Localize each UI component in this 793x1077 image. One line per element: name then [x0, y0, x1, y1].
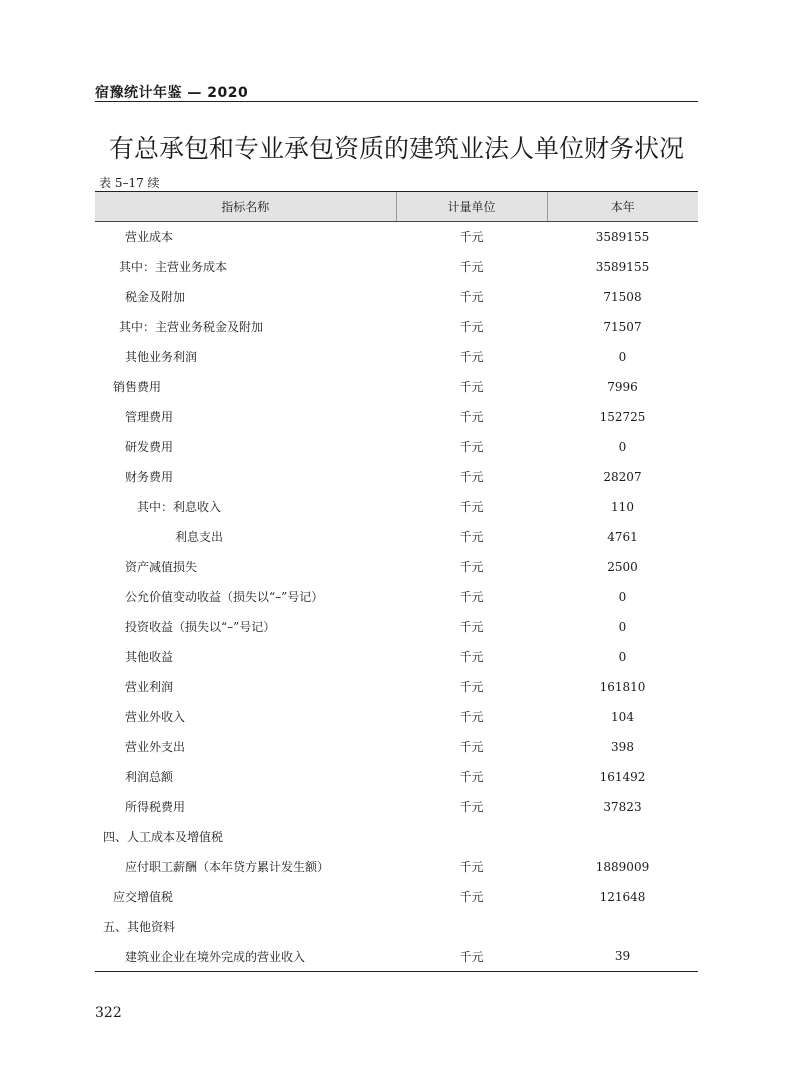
column-header-unit: 计量单位 — [396, 192, 547, 222]
row-unit: 千元 — [459, 530, 484, 544]
table-row — [95, 372, 698, 402]
row-unit: 千元 — [459, 230, 484, 245]
table-row — [95, 882, 698, 912]
row-indicator-name: 公允价值变动收益（损失以“–”号记） — [125, 590, 324, 604]
row-indicator-name: 其他业务利润 — [125, 350, 198, 364]
row-value: 161810 — [599, 679, 646, 694]
row-unit: 千元 — [459, 560, 484, 574]
row-value: 3589155 — [595, 259, 650, 274]
table-row — [95, 762, 698, 792]
row-value: 104 — [611, 709, 634, 724]
table-row — [95, 312, 698, 342]
table-row — [95, 552, 698, 582]
row-unit: 千元 — [459, 500, 484, 514]
table-body — [95, 222, 698, 972]
row-indicator-name: 四、人工成本及增值税 — [103, 830, 224, 844]
row-unit: 千元 — [459, 440, 484, 454]
row-unit — [396, 912, 547, 942]
row-value: 0 — [618, 619, 627, 634]
row-indicator-name: 营业成本 — [125, 230, 174, 245]
row-value: 0 — [618, 649, 627, 664]
table-row — [95, 612, 698, 642]
row-value: 0 — [618, 439, 627, 454]
row-unit: 千元 — [459, 740, 484, 754]
row-unit: 千元 — [459, 890, 484, 904]
row-value: 28207 — [603, 469, 642, 484]
table-row — [95, 852, 698, 882]
row-value — [547, 822, 698, 852]
column-header-current-year: 本年 — [547, 192, 698, 222]
row-indicator-name: 应交增值税 — [113, 890, 174, 904]
page-number: 322 — [95, 1005, 122, 1021]
row-value: 71507 — [603, 319, 642, 334]
table-header-row — [95, 192, 698, 222]
financial-table — [95, 191, 698, 972]
row-unit: 千元 — [459, 800, 484, 814]
table-row — [95, 642, 698, 672]
row-value: 4761 — [607, 529, 638, 544]
row-value: 2500 — [607, 559, 638, 574]
row-value: 39 — [547, 942, 698, 972]
row-indicator-name: 营业利润 — [125, 680, 174, 694]
table-row — [95, 522, 698, 552]
row-value: 161492 — [599, 769, 646, 784]
row-value: 1889009 — [595, 859, 650, 874]
table-row — [95, 942, 698, 972]
row-value: 398 — [611, 739, 634, 754]
table-row — [95, 792, 698, 822]
row-indicator-name: 销售费用 — [113, 380, 162, 394]
row-value: 0 — [618, 349, 627, 364]
row-unit: 千元 — [459, 590, 484, 604]
row-value: 0 — [618, 589, 627, 604]
table-row — [95, 252, 698, 282]
table-row — [95, 672, 698, 702]
table-row — [95, 582, 698, 612]
row-value — [547, 912, 698, 942]
row-unit: 千元 — [459, 770, 484, 784]
row-indicator-name: 投资收益（损失以“–”号记） — [125, 620, 276, 634]
row-value: 152725 — [599, 409, 646, 424]
row-indicator-name: 资产减值损失 — [125, 560, 198, 574]
row-indicator-name: 应付职工薪酬（本年贷方累计发生额） — [125, 860, 330, 874]
row-value: 7996 — [607, 379, 638, 394]
row-unit: 千元 — [459, 650, 484, 664]
row-unit: 千元 — [459, 680, 484, 694]
row-indicator-name: 所得税费用 — [125, 800, 186, 814]
row-unit: 千元 — [459, 350, 484, 364]
row-indicator-name: 其中：利息收入 — [137, 500, 222, 514]
row-indicator-name: 五、其他资料 — [103, 920, 176, 934]
row-unit: 千元 — [396, 942, 547, 972]
table-row — [95, 732, 698, 762]
header-rule — [95, 101, 698, 102]
row-indicator-name: 利息支出 — [175, 530, 224, 544]
table-row — [95, 402, 698, 432]
table-row — [95, 432, 698, 462]
row-unit — [396, 822, 547, 852]
row-unit: 千元 — [459, 410, 484, 424]
row-indicator-name: 税金及附加 — [125, 290, 186, 304]
table-row — [95, 702, 698, 732]
row-indicator-name: 营业外支出 — [125, 740, 186, 754]
running-head: 宿豫统计年鉴 — 2020 — [95, 85, 249, 101]
table-row — [95, 342, 698, 372]
row-unit: 千元 — [459, 320, 484, 334]
row-unit: 千元 — [459, 260, 484, 274]
row-indicator-name: 营业外收入 — [125, 710, 186, 724]
row-indicator-name: 其中：主营业务成本 — [119, 260, 228, 274]
column-header-indicator: 指标名称 — [95, 192, 396, 222]
row-indicator-name: 研发费用 — [125, 440, 174, 454]
row-value: 110 — [611, 499, 634, 514]
row-unit: 千元 — [459, 470, 484, 484]
row-unit: 千元 — [459, 860, 484, 874]
row-value: 121648 — [599, 889, 646, 904]
row-unit: 千元 — [459, 380, 484, 394]
row-indicator-name: 管理费用 — [125, 410, 174, 424]
table-row — [95, 222, 698, 252]
row-indicator-name: 其中：主营业务税金及附加 — [119, 320, 264, 334]
row-indicator-name: 财务费用 — [125, 470, 174, 484]
table-row — [95, 492, 698, 522]
row-unit: 千元 — [459, 290, 484, 304]
row-value: 71508 — [603, 289, 642, 304]
row-value: 3589155 — [595, 229, 650, 244]
table-row — [95, 282, 698, 312]
page-title: 有总承包和专业承包资质的建筑业法人单位财务状况 — [108, 134, 684, 163]
table-row — [95, 822, 698, 852]
row-indicator-name: 建筑业企业在境外完成的营业收入 — [95, 942, 396, 972]
table-row — [95, 912, 698, 942]
row-unit: 千元 — [459, 710, 484, 724]
row-indicator-name: 利润总额 — [125, 770, 174, 784]
row-value: 37823 — [603, 799, 642, 814]
table-label: 表 5–17 续 — [99, 176, 160, 190]
row-indicator-name: 其他收益 — [125, 650, 174, 664]
table-row — [95, 462, 698, 492]
row-unit: 千元 — [459, 620, 484, 634]
